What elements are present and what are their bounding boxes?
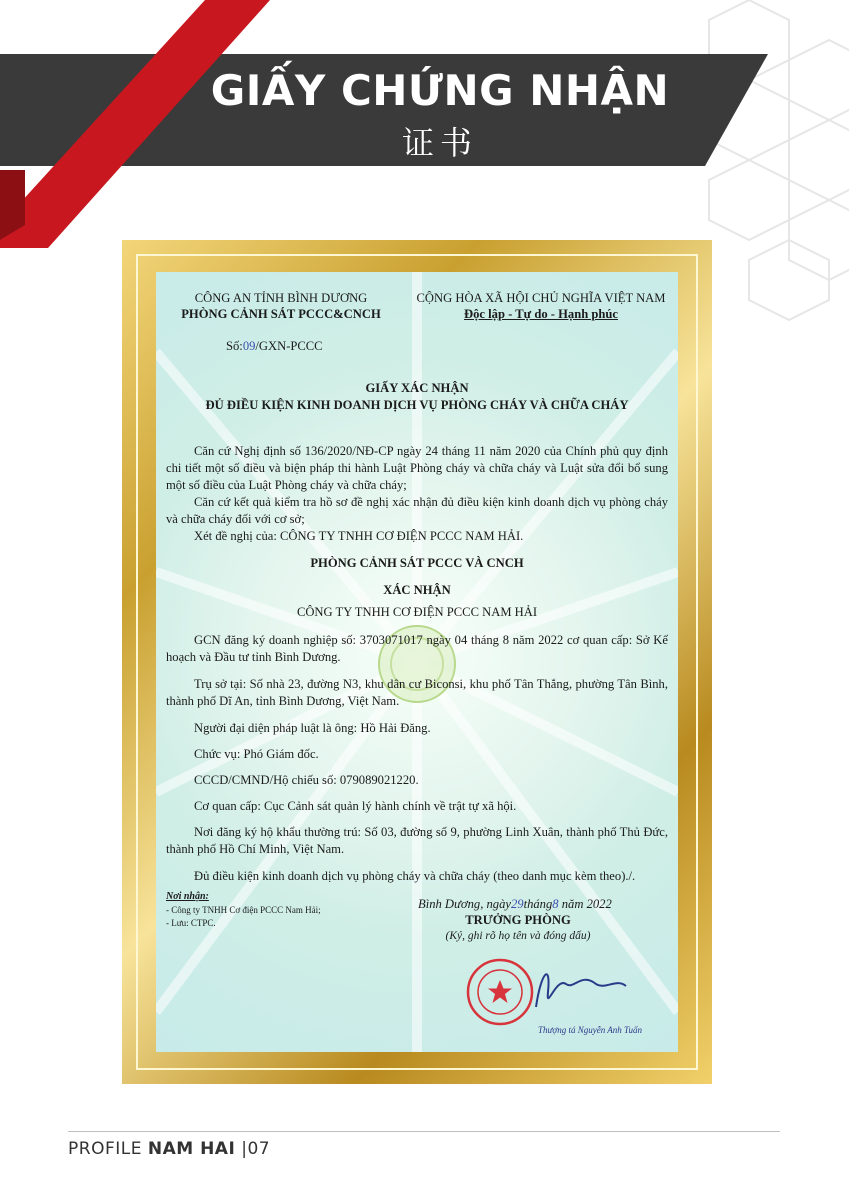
- banner-title: GIẤY CHỨNG NHẬN: [210, 66, 670, 115]
- paragraph-request: Xét đề nghị của: CÔNG TY TNHH CƠ ĐIỆN PCCC NAM HẢI.: [194, 529, 524, 543]
- number-value: 09: [242, 339, 256, 353]
- recipients-label: Nơi nhận:: [166, 891, 209, 902]
- sign-title: TRƯỞNG PHÒNG: [465, 913, 571, 927]
- detail-id-number: CCCD/CMND/Hộ chiếu số: 079089021220.: [194, 773, 419, 787]
- number-suffix: /GXN-PCCC: [255, 339, 323, 353]
- right-header-line1: CỘNG HÒA XÃ HỘI CHỦ NGHĨA VIỆT NAM: [416, 291, 666, 305]
- footer-prefix: PROFILE: [68, 1139, 148, 1159]
- footer-brand: NAM HAI: [147, 1139, 236, 1159]
- document-title: GIẤY XÁC NHẬN: [365, 381, 469, 395]
- detail-issuing-authority: Cơ quan cấp: Cục Cảnh sát quản lý hành chính về trật tự xã hội.: [194, 799, 517, 813]
- date-day: 29: [511, 897, 524, 911]
- date-prefix: Bình Dương, ngày: [418, 897, 511, 911]
- paragraph-legal-basis: Căn cứ Nghị định số 136/2020/NĐ-CP ngày 24 tháng 11 năm 2020 của Chính phủ quy định chi tiết một số điều và biện pháp thi hành Luật Phòng cháy và chữa cháy và Luật sửa đổi bổ sung một số điều của Luật Phòng cháy và chữa cháy;: [166, 444, 668, 492]
- official-seal: [454, 960, 546, 1050]
- number-label: Số:: [226, 339, 243, 353]
- detail-position: Chức vụ: Phó Giám đốc.: [194, 747, 319, 761]
- footer-separator: |: [235, 1139, 248, 1159]
- left-header-line2: PHÒNG CẢNH SÁT PCCC&CNCH: [181, 307, 381, 321]
- footer-page-number: 07: [247, 1139, 271, 1159]
- sign-note: (Ký, ghi rõ họ tên và đóng dấu): [445, 930, 591, 942]
- left-header-line1: CÔNG AN TỈNH BÌNH DƯƠNG: [194, 291, 368, 305]
- signer-name: Thượng tá Nguyễn Anh Tuấn: [538, 1025, 643, 1035]
- date-suffix: năm 2022: [561, 897, 612, 911]
- detail-qualification: Đủ điều kiện kinh doanh dịch vụ phòng cháy và chữa cháy (theo danh mục kèm theo)./.: [194, 869, 636, 883]
- detail-representative: Người đại diện pháp luật là ông: Hồ Hải Đăng.: [194, 721, 431, 735]
- detail-registration: GCN đăng ký doanh nghiệp số: 3703071017 ngày 04 tháng 8 năm 2022 cơ quan cấp: Sở Kế hoạch và Đầu tư tỉnh Bình Dương.: [166, 633, 668, 664]
- banner-subtitle: 证书: [401, 124, 478, 162]
- detail-address: Trụ sở tại: Số nhà 23, đường N3, khu dân cư Biconsi, khu phố Tân Thắng, phường Tân Bình, thành phố Dĩ An, tỉnh Bình Dương, Việt Nam.: [166, 677, 668, 708]
- document-number: [226, 338, 323, 355]
- paragraph-inspection: Căn cứ kết quả kiểm tra hồ sơ đề nghị xác nhận đủ điều kiện kinh doanh dịch vụ phòng cháy và chữa cháy đối với cơ sở;: [166, 495, 668, 526]
- footer-divider: [68, 1131, 780, 1132]
- page-footer: [68, 1139, 270, 1159]
- issue-date: [418, 896, 612, 913]
- date-month: 8: [552, 897, 559, 911]
- certificate-document: [156, 272, 678, 1052]
- detail-residence: Nơi đăng ký hộ khẩu thường trú: Số 03, đường số 9, phường Linh Xuân, thành phố Thủ Đức, thành phố Hồ Chí Minh, Việt Nam.: [166, 825, 668, 856]
- date-mid: tháng: [523, 897, 553, 911]
- confirm-heading: XÁC NHẬN: [383, 583, 451, 597]
- recipient-company: - Công ty TNHH Cơ điện PCCC Nam Hải;: [166, 905, 321, 915]
- recipient-archive: - Lưu: CTPC.: [166, 918, 216, 928]
- company-name: CÔNG TY TNHH CƠ ĐIỆN PCCC NAM HẢI: [296, 605, 538, 619]
- right-header-line2: Độc lập - Tự do - Hạnh phúc: [464, 307, 618, 321]
- department-heading: PHÒNG CẢNH SÁT PCCC VÀ CNCH: [310, 556, 524, 570]
- document-subtitle: ĐỦ ĐIỀU KIỆN KINH DOANH DỊCH VỤ PHÒNG CHÁY VÀ CHỮA CHÁY: [205, 398, 629, 412]
